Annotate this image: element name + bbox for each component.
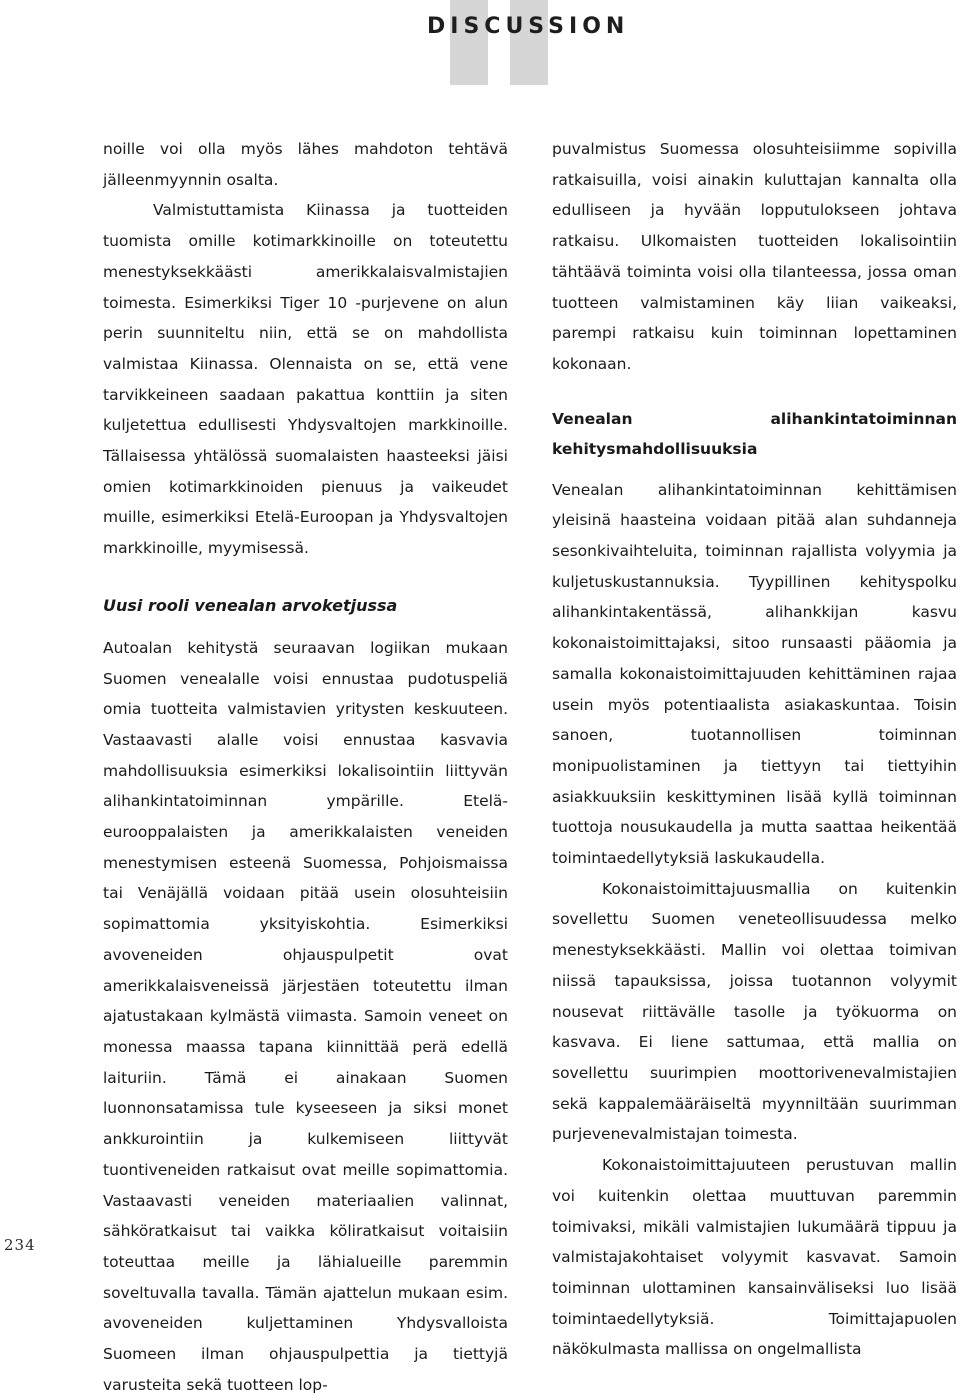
right-paragraph-4: Kokonaistoimittajuuteen perustuvan mallin voi kuitenkin olettaa muuttuvan paremmin toimivaksi, mikäli valmistajien lukumäärä tippuu ja valmistajakohtaiset volyymit kasvavat. Samoin toiminnan ulottaminen kansainväliseksi luo lisää toimintaedellytyksiä. Toimittajapuolen näkökulmasta mallissa on ongelmallista	[552, 1156, 957, 1359]
left-paragraph-3: Autoalan kehitystä seuraavan logiikan mukaan Suomen venealalle voisi ennustaa pudotuspeliä omia tuotteita valmistavien yritysten keskuuteen. Vastaavasti alalle voisi ennustaa kasvavia mahdollisuuksia esimerkiksi lokalisointiin liittyvän alihankintatoiminnan ympärille. Etelä-eurooppalaisten ja amerikkalaisten veneiden menestymisen esteenä Suomessa, Pohjoismaissa tai Venäjällä voidaan pitää usein olosuhteisiin sopimattomia yksityiskohtia. Esimerkiksi avoveneiden ohjauspulpetit ovat amerikkalaisveneissä järjestäen toteutettu ilman ajatustakaan kylmästä viimasta. Samoin veneet on monessa maassa tapana kiinnittää perä edellä laituriin. Tämä ei ainakaan Suomen luonnonsatamissa tule kyseeseen ja siksi monet ankkurointiin ja kulkemiseen liittyvät tuontiveneiden ratkaisut ovat meille sopimattomia. Vastaavasti veneiden materiaalien valinnat, sähköratkaisut tai vaikka köliratkaisut voitaisiin toteuttaa meille ja lähialueille paremmin soveltuvalla tavalla. Tämän ajattelun mukaan esim. avoveneiden kuljettaminen Yhdysvalloista Suomeen ilman ohjauspulpettia ja tiettyjä varusteita sekä tuotteen lop-	[103, 638, 508, 1394]
right-section-heading: Venealan alihankintatoiminnan kehitysmahdollisuuksia	[552, 409, 957, 458]
right-paragraph-2: Venealan alihankintatoiminnan kehittämisen yleisinä haasteina voidaan pitää alan suhdanneja sesonkivaihteluita, toiminnan rajallista volyymia ja kuljetuskustannuksia. Tyypillinen kehityspolku alihankintakentässä, alihankkijan kasvu kokonaistoimittajaksi, sitoo runsaasti pääomia ja samalla kokonaistoimittajuuden kehittäminen rajaa usein myös potentiaalista asiakaskuntaa. Toisin sanoen, tuotannollisen toiminnan monipuolistaminen ja tiettyyn tai tiettyihin asiakkuuksiin keskittyminen lisää kyllä toiminnan tuottoja nousukaudella ja mutta saattaa heikentää toimintaedellytyksiä laskukaudella.	[552, 480, 957, 868]
page-number: 234	[4, 1236, 36, 1254]
right-paragraph-1: puvalmistus Suomessa olosuhteisiimme sopivilla ratkaisuilla, voisi ainakin kuluttajan kannalta olla edulliseen ja hyvään lopputulokseen johtava ratkaisu. Ulkomaisten tuotteiden lokalisointiin tähtäävä toiminta voisi olla tilanteessa, jossa oman tuotteen valmistaminen käy liian vaikeaksi, parempi ratkaisu kuin toiminnan lopettaminen kokonaan.	[552, 140, 957, 373]
right-paragraph-3: Kokonaistoimittajuusmallia on kuitenkin sovellettu Suomen veneteollisuudessa melko menestyksekkäästi. Mallin voi olettaa toimivan niissä tapauksissa, joissa tuotannon volyymit nousevat riittävälle tasolle ja työkuorma on kasvava. Ei liene sattumaa, että mallia on sovellettu suurimpien moottorivenevalmistajien sekä kappalemääräiseltä myynniltään suurimman purjevenevalmistajan toimesta.	[552, 879, 957, 1144]
left-section-heading: Uusi rooli venealan arvoketjussa	[103, 595, 398, 615]
left-column	[103, 134, 508, 1400]
right-column	[552, 134, 957, 1365]
section-title: DISCUSSION	[427, 14, 630, 39]
left-paragraph-2: Valmistuttamista Kiinassa ja tuotteiden tuomista omille kotimarkkinoille on toteutettu menestyksekkäästi amerikkalaisvalmistajien toimesta. Esimerkiksi Tiger 10 -purjevene on alun perin suunniteltu niin, että se on mahdollista valmistaa Kiinassa. Olennaista on se, että vene tarvikkeineen saadaan pakattua konttiin ja siten kuljetettua edullisesti Yhdysvaltojen markkinoille. Tällaisessa yhtälössä suomalaisten haasteeksi jäisi omien kotimarkkinoiden pienuus ja vaikeudet muille, esimerkiksi Etelä-Euroopan ja Yhdysvaltojen markkinoille, myymisessä.	[103, 201, 508, 558]
left-paragraph-1: noille voi olla myös lähes mahdoton tehtävä jälleenmyynnin osalta.	[103, 140, 508, 189]
